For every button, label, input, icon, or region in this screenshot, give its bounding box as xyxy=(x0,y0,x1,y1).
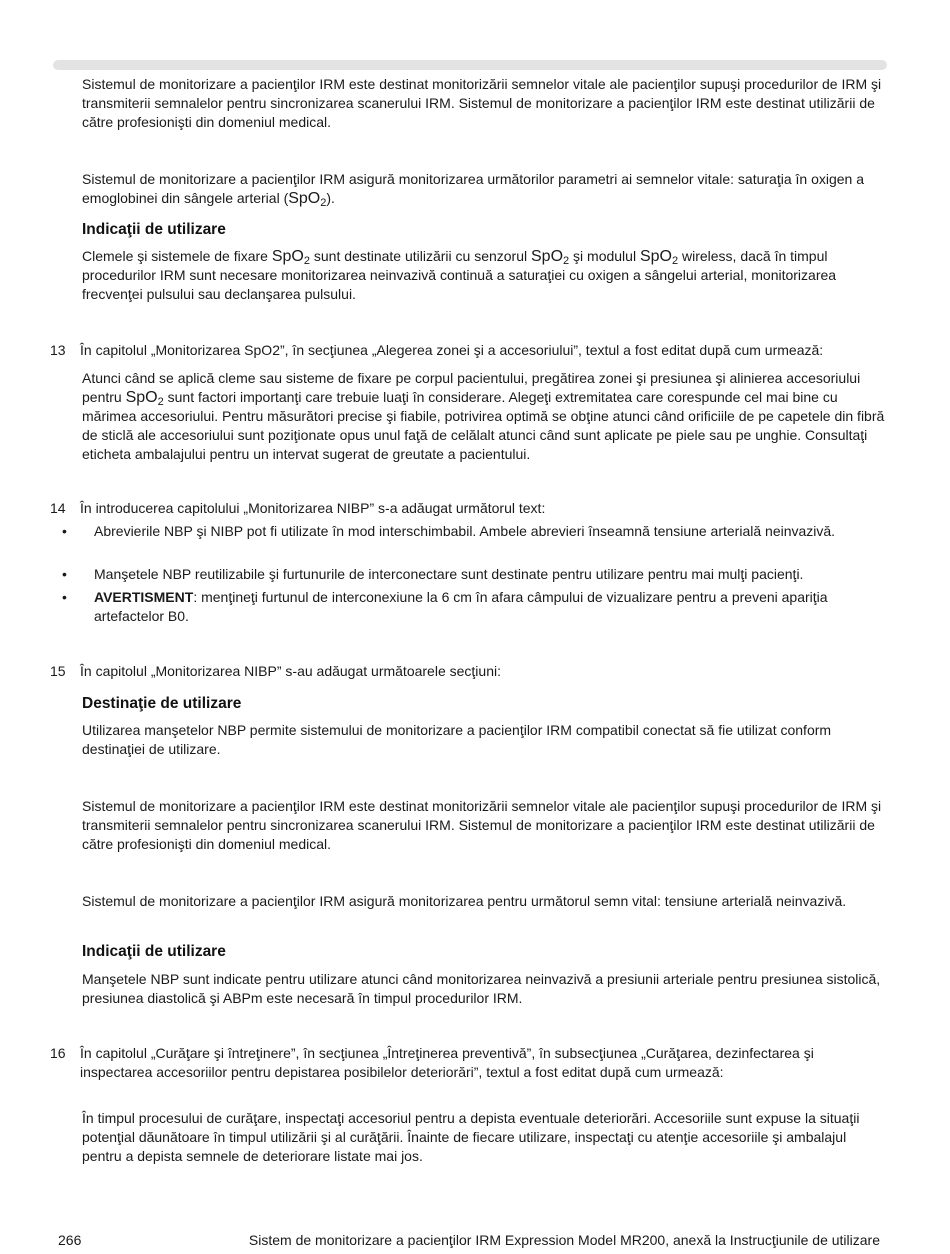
item-13-paragraph: Atunci când se aplică cleme sau sisteme de fixare pe corpul pacientului, pregătirea zonei şi presiunea şi alinierea accesoriului pentru SpO$_2$ sunt factori importanţi care trebuie luaţi în considerare. Alegeţi extremitatea care corespunde cel mai bine cu mărimea accesoriului. Pentru măsurători precise şi fiabile, potrivirea optimă se obţine atunci când orificiile de pe capetele din fibră de sticlă ale accesoriului sunt poziţionate opus unul faţă de celălalt atunci când sunt aplicate pe piele sau pe unghie. Consultaţi eticheta ambalajului pentru un intervat sugerat de greutate a pacientului. xyxy=(82,370,885,462)
item-13-lead: În capitolul „Monitorizarea SpO2”, în secţiunea „Alegerea zonei şi a accesoriului”, textul a fost editat după cum urmează: xyxy=(80,342,824,358)
heading-indicatii-spo2: Indicaţii de utilizare xyxy=(82,221,226,238)
page-number: 266 xyxy=(58,1232,82,1248)
nbp-indications-paragraph: Manşetele NBP sunt indicate pentru utilizare atunci când monitorizarea neinvazivă a presiunii arteriale pentru presiunea sistolică, presiunea diastolică şi ABPm este necesară în timpul procedurilor IRM. xyxy=(82,971,881,1006)
bullet-3: • xyxy=(62,589,67,605)
header-bar xyxy=(53,60,887,70)
item-number-16: 16 xyxy=(50,1045,66,1061)
bullet-2: • xyxy=(62,566,67,582)
item-number-13: 13 xyxy=(50,342,66,358)
heading-destinatie: Destinaţie de utilizare xyxy=(82,695,242,712)
item-15-lead: În capitolul „Monitorizarea NIBP” s-au adăugat următoarele secţiuni: xyxy=(80,663,501,679)
item-14-bullet-2: Manşetele NBP reutilizabile şi furtunurile de interconectare sunt destinate pentru utilizare pentru mai mulţi pacienţi. xyxy=(94,566,804,582)
vital-signs-paragraph: Sistemul de monitorizare a pacienţilor IRM asigură monitorizarea următorilor parametri ai semnelor vitale: saturaţia în oxigen a emoglobinei din sângele arterial (SpO$_2$). xyxy=(82,171,865,209)
item-14-lead: În introducerea capitolului „Monitorizarea NIBP” s-a adăugat următorul text: xyxy=(80,500,546,516)
nbp-system-purpose-paragraph: Sistemul de monitorizare a pacienţilor IRM este destinat monitorizării semnelor vitale ale pacienţilor supuşi procedurilor de IRM şi transmiterii semnalelor pentru sincronizarea scanerului IRM. Sistemul de monitorizare a pacienţilor IRM este destinat utilizării de către profesionişti din domeniul medical. xyxy=(82,798,882,852)
item-16-lead: În capitolul „Curăţare şi întreţinere”, în secţiunea „Întreţinerea preventivă”, în subsecţiunea „Curăţarea, dezinfectarea şi inspectarea accesoriilor pentru depistarea posibilelor deteriorări”, textul a fost editat după cum urmează: xyxy=(80,1045,814,1080)
item-14-bullet-1: Abrevierile NBP şi NIBP pot fi utilizate în mod interschimbabil. Ambele abrevieri înseamnă tensiune arterială neinvazivă. xyxy=(94,523,836,539)
intended-use-paragraph: Sistemul de monitorizare a pacienţilor IRM este destinat monitorizării semnelor vitale ale pacienţilor supuşi procedurilor de IRM şi transmiterii semnalelor pentru sincronizarea scanerului IRM. Sistemul de monitorizare a pacienţilor IRM este destinat utilizării de către profesionişti din domeniul medical. xyxy=(82,76,882,130)
item-16-paragraph: În timpul procesului de curăţare, inspectaţi accesoriul pentru a depista eventuale deteriorări. Accesoriile sunt expuse la situaţii potenţial dăunătoare în timpul utilizării şi al curăţării. Înainte de fiecare utilizare, inspectaţi cu atenţie accesoriile şi ambalajul pentru a depista semnele de deteriorare listate mai jos. xyxy=(82,1110,860,1164)
bullet-1: • xyxy=(62,523,67,539)
item-number-15: 15 xyxy=(50,663,66,679)
footer-title: Sistem de monitorizare a pacienţilor IRM Expression Model MR200, anexă la Instrucţiunile de utilizare xyxy=(248,1232,880,1248)
item-14-bullet-3-warning: AVERTISMENT: menţineţi furtunul de interconexiune la 6 cm în afara câmpului de vizualizare pentru a preveni apariţia artefactelor B0. xyxy=(94,589,828,624)
nbp-vital-sign-paragraph: Sistemul de monitorizare a pacienţilor IRM asigură monitorizarea pentru următorul semn vital: tensiune arterială neinvazivă. xyxy=(82,893,847,909)
heading-indicatii-nbp: Indicaţii de utilizare xyxy=(82,943,226,960)
spo2-indications-paragraph: Clemele şi sistemele de fixare SpO$_2$ sunt destinate utilizării cu senzorul SpO$_2$ şi modulul SpO$_2$ wireless, dacă în timpul procedurilor IRM sunt necesare monitorizarea neinvazivă continuă a saturaţiei cu oxigen a sângelui arterial, monitorizarea frecvenţei pulsului sau declanşarea pulsului. xyxy=(82,248,837,302)
nbp-intended-use-paragraph: Utilizarea manşetelor NBP permite sistemului de monitorizare a pacienţilor IRM compatibil conectat să fie utilizat conform destinaţiei de utilizare. xyxy=(82,722,832,757)
warning-label: AVERTISMENT xyxy=(94,589,194,605)
item-number-14: 14 xyxy=(50,500,66,516)
